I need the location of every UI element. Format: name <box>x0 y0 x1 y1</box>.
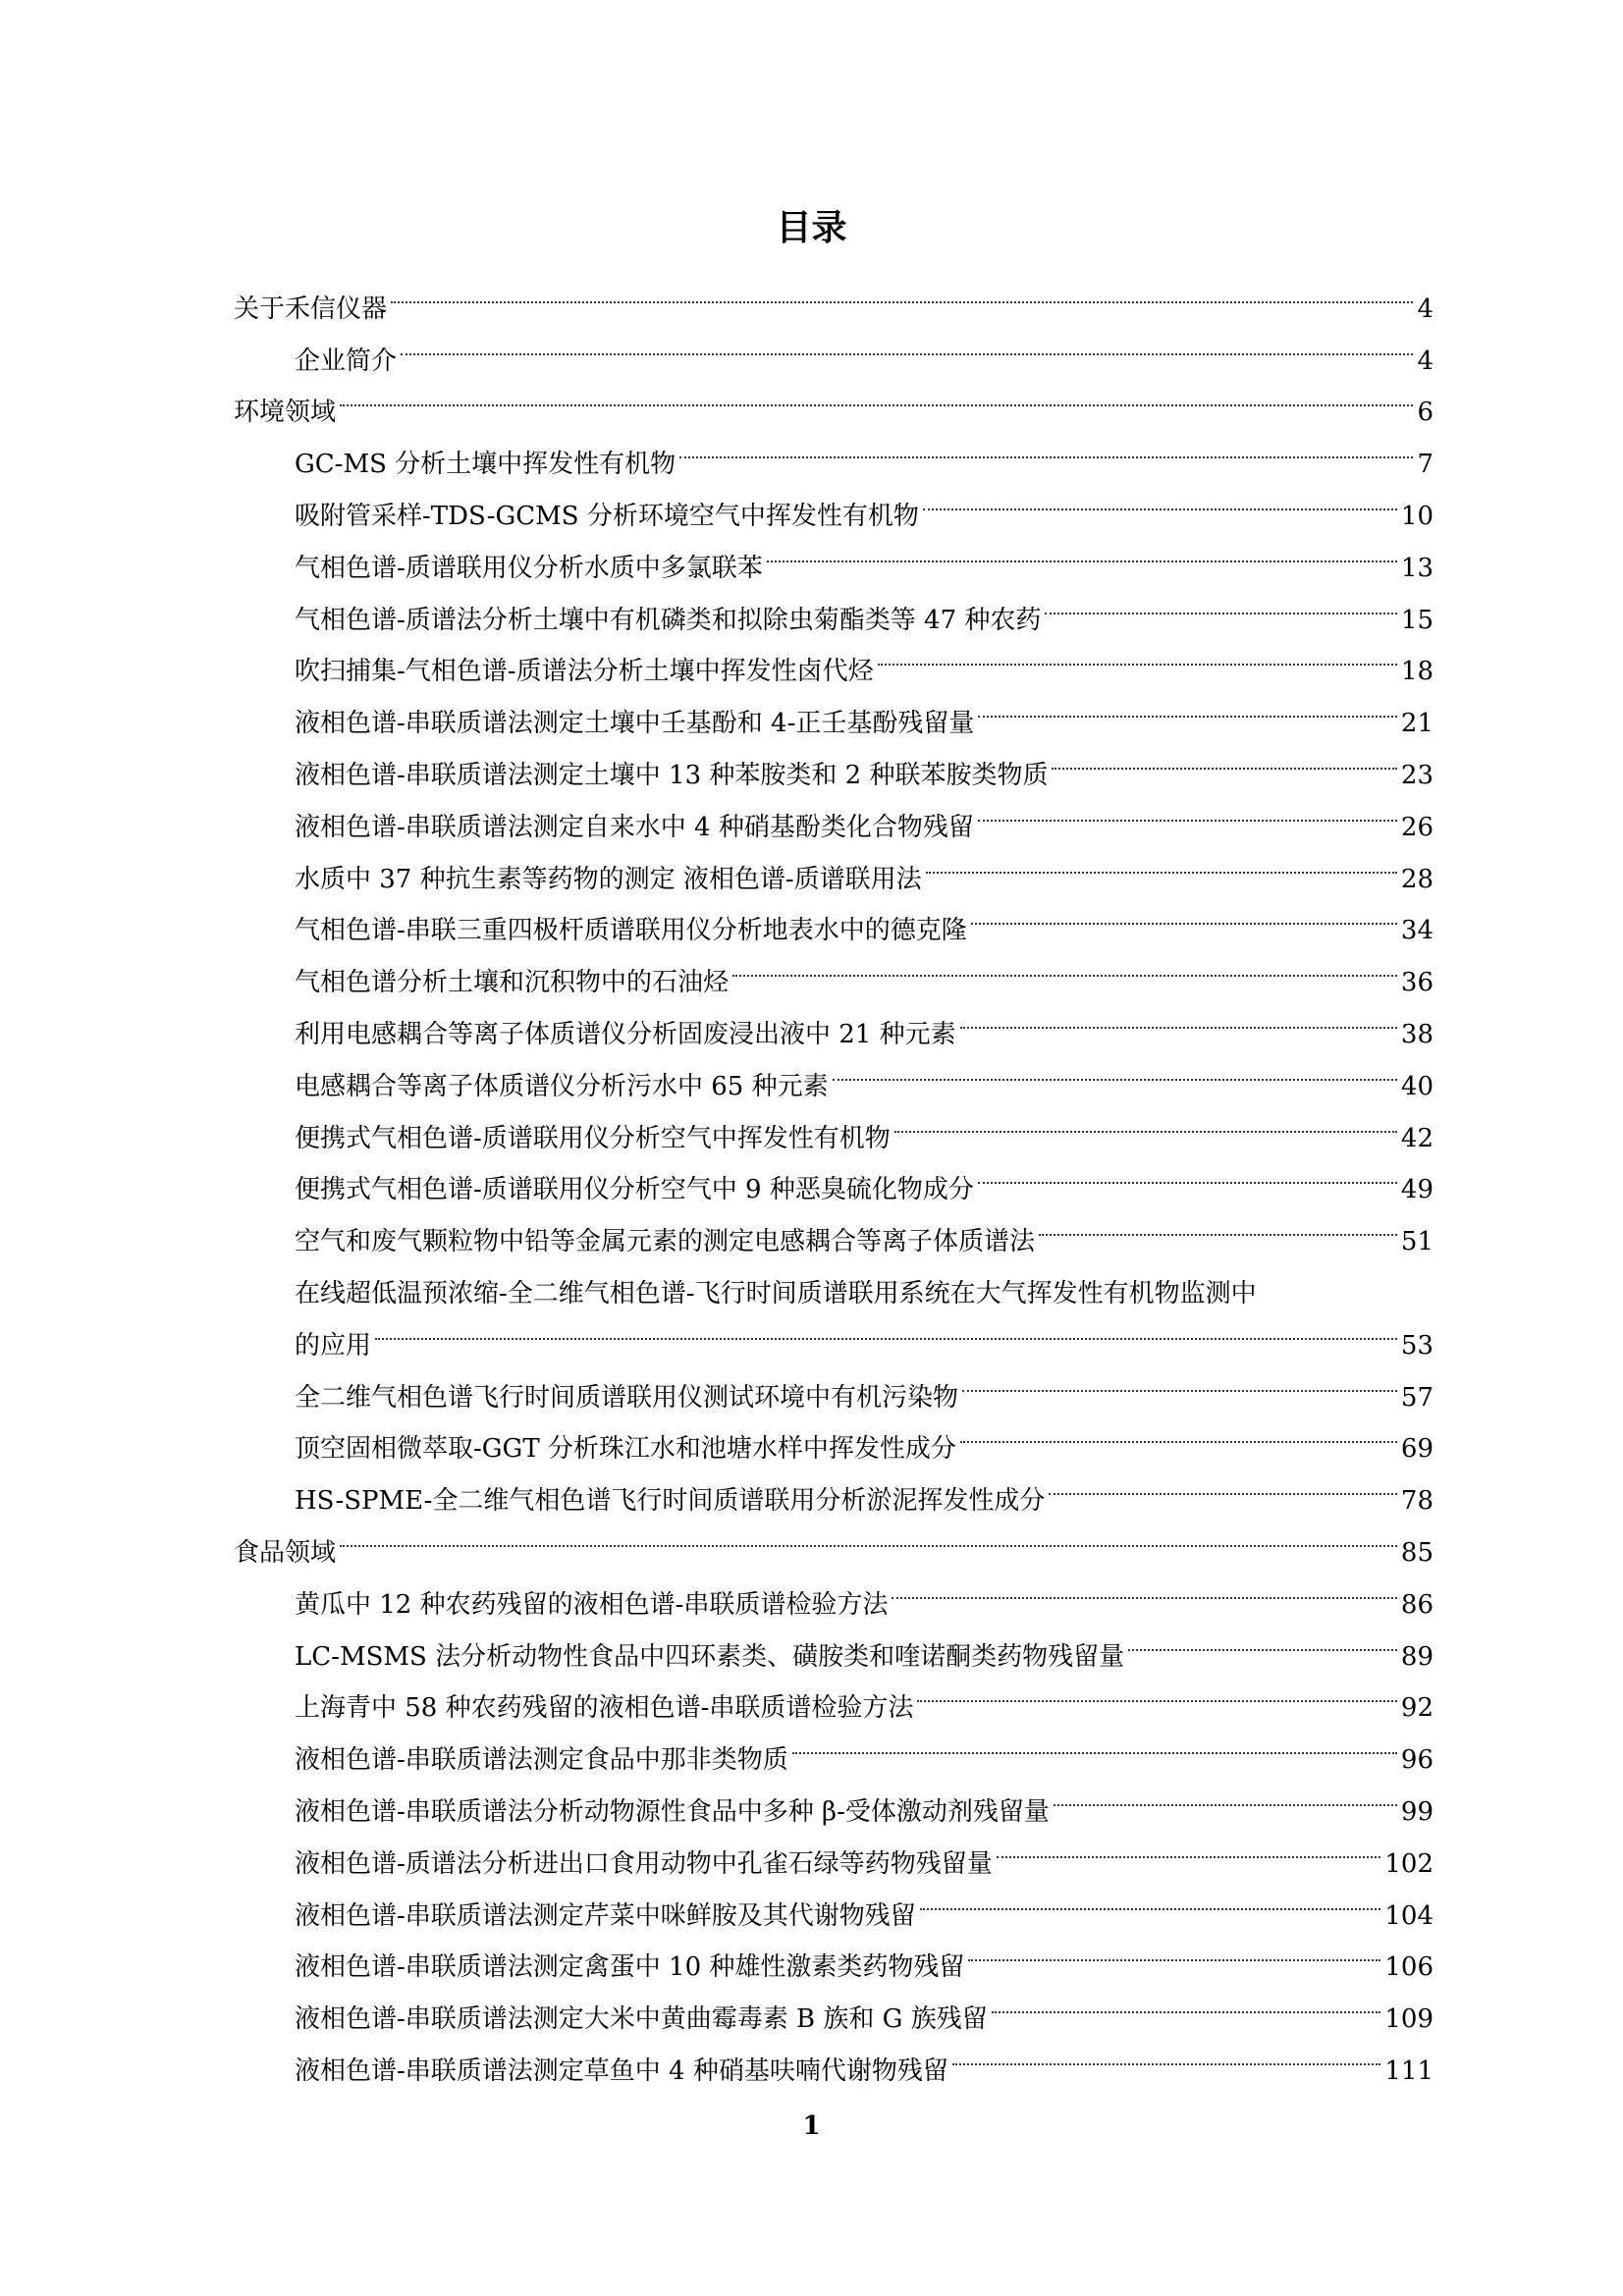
toc-entry[interactable] <box>234 1354 1434 1413</box>
toc-entry-page-number: 4 <box>1417 294 1434 324</box>
toc-dot-leader <box>992 1975 1381 2027</box>
toc-entry-page-number: 21 <box>1400 709 1434 739</box>
toc-entry-label: 液相色谱-串联质谱法测定草鱼中 4 种硝基呋喃代谢物残留 <box>295 2056 948 2086</box>
toc-entry-page-number: 18 <box>1400 657 1434 687</box>
toc-entry-page-number: 53 <box>1400 1330 1434 1361</box>
toc-entry-label: 便携式气相色谱-质谱联用仪分析空气中挥发性有机物 <box>295 1123 891 1153</box>
toc-entry-label: 液相色谱-串联质谱法测定禽蛋中 10 种雄性激素类药物残留 <box>295 1952 965 1983</box>
toc-entry-label: 液相色谱-串联质谱法分析动物源性食品中多种 β-受体激动剂残留量 <box>295 1796 1050 1827</box>
toc-dot-leader <box>978 1147 1397 1199</box>
toc-dot-leader <box>1052 731 1396 783</box>
toc-entry-page-number: 89 <box>1400 1641 1434 1672</box>
toc-entry-label: 电感耦合等离子体质谱仪分析污水中 65 种元素 <box>295 1071 829 1101</box>
toc-entry-page-number: 92 <box>1400 1693 1434 1724</box>
toc-entry-page-number: 42 <box>1400 1123 1434 1153</box>
toc-dot-leader <box>833 1042 1397 1095</box>
toc-dot-leader <box>952 2027 1381 2079</box>
toc-entry-label: 吹扫捕集-气相色谱-质谱法分析土壤中挥发性卤代烃 <box>295 657 874 687</box>
toc-dot-leader <box>968 1924 1380 1976</box>
toc-entry-page-number: 28 <box>1400 864 1434 894</box>
toc-entry-label: 空气和废气颗粒物中铅等金属元素的测定电感耦合等离子体质谱法 <box>295 1227 1036 1257</box>
toc-entry-label: 液相色谱-串联质谱法测定自来水中 4 种硝基酚类化合物残留 <box>295 812 974 842</box>
toc-entry-page-number: 78 <box>1400 1486 1434 1517</box>
toc-entry-page-number: 40 <box>1400 1071 1434 1101</box>
toc-entry[interactable] <box>234 265 1434 324</box>
toc-dot-leader <box>960 990 1397 1042</box>
toc-entry-page-number: 109 <box>1384 2004 1434 2035</box>
toc-dot-leader <box>960 1406 1397 1458</box>
toc-entry-label: 顶空固相微萃取-GGT 分析珠江水和池塘水样中挥发性成分 <box>295 1434 956 1465</box>
toc-dot-leader <box>391 265 1413 317</box>
toc-entry-label: 在线超低温预浓缩-全二维气相色谱-飞行时间质谱联用系统在大气挥发性有机物监测中 <box>295 1278 1257 1308</box>
toc-entry-label: 水质中 37 种抗生素等药物的测定 液相色谱-质谱联用法 <box>295 864 922 894</box>
toc-entry[interactable] <box>234 317 1434 376</box>
toc-entry-page-number: 86 <box>1400 1589 1434 1620</box>
toc-entry-page-number: 111 <box>1384 2056 1434 2086</box>
toc-entry-label: GC-MS 分析土壤中挥发性有机物 <box>295 450 676 480</box>
toc-entry[interactable] <box>234 1561 1434 1620</box>
toc-entry-page-number: 23 <box>1400 760 1434 790</box>
toc-dot-leader <box>917 1665 1397 1717</box>
toc-entry-page-number: 85 <box>1400 1537 1434 1568</box>
toc-entry-page-number: 4 <box>1417 346 1434 376</box>
toc-dot-leader <box>978 679 1397 731</box>
toc-entry-label: 全二维气相色谱飞行时间质谱联用仪测试环境中有机污染物 <box>295 1382 959 1413</box>
toc-entry-label: 关于禾信仪器 <box>234 294 388 324</box>
toc-dot-leader <box>1261 1250 1430 1302</box>
toc-entry-label: 环境领域 <box>234 398 337 428</box>
toc-dot-leader <box>894 1095 1397 1147</box>
toc-dot-leader <box>997 1820 1381 1872</box>
toc-entry[interactable] <box>234 420 1434 480</box>
toc-entry-label: 气相色谱分析土壤和沉积物中的石油烃 <box>295 968 730 998</box>
toc-entry-page-number: 99 <box>1400 1796 1434 1827</box>
toc-entry[interactable] <box>234 369 1434 428</box>
toc-entry-page-number: 51 <box>1400 1227 1434 1257</box>
toc-entry-label: 气相色谱-质谱法分析土壤中有机磷类和拟除虫菊酯类等 47 种农药 <box>295 605 1042 635</box>
toc-dot-leader <box>340 1509 1397 1561</box>
toc-dot-leader <box>978 783 1397 835</box>
toc-entry-page-number: 7 <box>1417 450 1434 480</box>
toc-entry[interactable] <box>234 1302 1434 1361</box>
table-of-contents <box>234 265 1434 2086</box>
toc-dot-leader <box>1049 1457 1397 1509</box>
toc-entry-page-number: 26 <box>1400 812 1434 842</box>
toc-dot-leader <box>971 887 1397 939</box>
page-title: 目录 <box>776 208 847 248</box>
toc-dot-leader <box>962 1354 1397 1406</box>
toc-dot-leader <box>1128 1613 1397 1665</box>
toc-entry-label: 上海青中 58 种农药残留的液相色谱-串联质谱检验方法 <box>295 1693 914 1724</box>
toc-dot-leader <box>1045 576 1397 628</box>
toc-dot-leader <box>792 1716 1397 1768</box>
toc-entry-page-number: 38 <box>1400 1019 1434 1049</box>
toc-dot-leader <box>1039 1198 1397 1250</box>
toc-entry-label: 吸附管采样-TDS-GCMS 分析环境空气中挥发性有机物 <box>295 501 919 531</box>
toc-entry-label: 企业简介 <box>295 346 398 376</box>
page-number: 1 <box>802 2111 821 2141</box>
toc-dot-leader <box>926 835 1397 887</box>
toc-dot-leader <box>340 369 1413 421</box>
toc-entry-label: 液相色谱-串联质谱法测定芹菜中咪鲜胺及其代谢物残留 <box>295 1900 916 1931</box>
toc-entry-label: 液相色谱-串联质谱法测定大米中黄曲霉毒素 B 族和 G 族残留 <box>295 2004 988 2035</box>
toc-entry-label: 黄瓜中 12 种农药残留的液相色谱-串联质谱检验方法 <box>295 1589 889 1620</box>
toc-dot-leader <box>767 524 1397 576</box>
toc-entry-page-number: 6 <box>1417 398 1434 428</box>
toc-entry-page-number: 104 <box>1384 1900 1434 1931</box>
toc-dot-leader <box>375 1302 1397 1354</box>
toc-entry-label: 食品领域 <box>234 1537 337 1568</box>
toc-entry-label: 液相色谱-串联质谱法测定土壤中壬基酚和 4-正壬基酚残留量 <box>295 709 975 739</box>
toc-entry-label: LC-MSMS 法分析动物性食品中四环素类、磺胺类和喹诺酮类药物残留量 <box>295 1641 1125 1672</box>
toc-entry-label: 气相色谱-质谱联用仪分析水质中多氯联苯 <box>295 553 763 583</box>
toc-entry-page-number: 96 <box>1400 1745 1434 1776</box>
toc-entry-page-number: 102 <box>1384 1848 1434 1879</box>
toc-dot-leader <box>1054 1768 1397 1820</box>
toc-entry-label: 的应用 <box>295 1330 372 1361</box>
toc-entry-label: 液相色谱-串联质谱法测定食品中那非类物质 <box>295 1745 788 1776</box>
toc-entry-page-number: 36 <box>1400 968 1434 998</box>
toc-entry-label: HS-SPME-全二维气相色谱飞行时间质谱联用分析淤泥挥发性成分 <box>295 1486 1046 1517</box>
toc-entry-page-number: 34 <box>1400 916 1434 946</box>
toc-entry-page-number: 106 <box>1384 1952 1434 1983</box>
toc-entry-label: 液相色谱-质谱法分析进出口食用动物中孔雀石绿等药物残留量 <box>295 1848 993 1879</box>
toc-entry-page-number: 69 <box>1400 1434 1434 1465</box>
toc-dot-leader <box>878 628 1397 680</box>
toc-dot-leader <box>732 938 1397 990</box>
toc-entry-label: 液相色谱-串联质谱法测定土壤中 13 种苯胺类和 2 种联苯胺类物质 <box>295 760 1049 790</box>
toc-entry-page-number: 57 <box>1400 1382 1434 1413</box>
toc-entry-label: 气相色谱-串联三重四极杆质谱联用仪分析地表水中的德克隆 <box>295 916 967 946</box>
toc-entry-label: 便携式气相色谱-质谱联用仪分析空气中 9 种恶臭硫化物成分 <box>295 1175 974 1205</box>
toc-dot-leader <box>892 1561 1397 1613</box>
toc-entry-label: 利用电感耦合等离子体质谱仪分析固废浸出液中 21 种元素 <box>295 1019 956 1049</box>
toc-dot-leader <box>923 472 1397 524</box>
toc-entry[interactable] <box>234 1509 1434 1568</box>
toc-dot-leader <box>401 317 1413 369</box>
toc-entry-page-number: 15 <box>1400 605 1434 635</box>
toc-entry-page-number: 49 <box>1400 1175 1434 1205</box>
toc-entry-page-number: 10 <box>1400 501 1434 531</box>
toc-dot-leader <box>920 1872 1381 1924</box>
toc-dot-leader <box>679 420 1413 472</box>
toc-entry-page-number: 13 <box>1400 553 1434 583</box>
